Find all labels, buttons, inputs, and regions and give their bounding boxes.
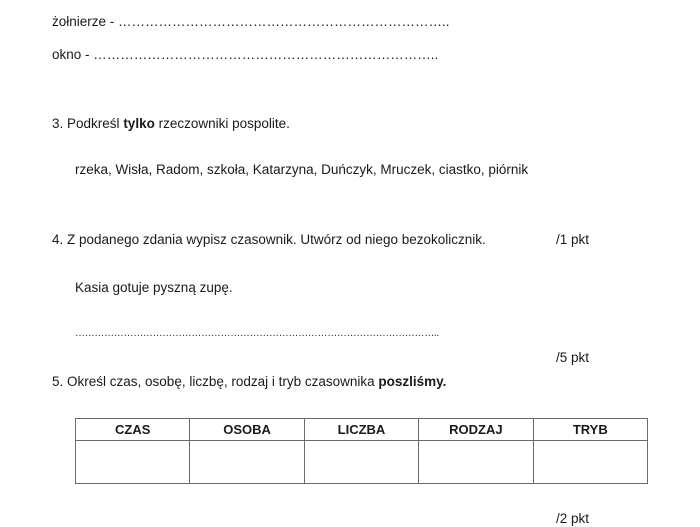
task-4-sentence: Kasia gotuje pyszną zupę. (75, 280, 233, 295)
next-task-points: /2 pkt (556, 511, 590, 526)
task-4-instruction (52, 232, 486, 248)
answer-cell-czas[interactable] (76, 441, 190, 484)
fill-line-zolnierze (52, 14, 450, 30)
task-3-word-list[interactable]: rzeka, Wisła, Radom, szkoła, Katarzyna, Duńczyk, Mruczek, ciastko, piórnik (75, 162, 529, 177)
column-header-osoba: OSOBA (190, 419, 304, 441)
instruction-text: Określ czas, osobę, liczbę, rodzaj i tryb czasownika (67, 374, 379, 389)
fill-line-word: okno - (52, 47, 94, 62)
fill-line-dots[interactable]: ……………………………………………………………….. (118, 14, 450, 29)
instruction-bold: tylko (123, 116, 155, 131)
column-header-rodzaj: RODZAJ (419, 419, 533, 441)
instruction-text: rzeczowniki pospolite. (154, 116, 290, 131)
fill-line-okno (52, 47, 438, 63)
task-4-answer-line[interactable]: ………………………………………………………………………………………………….. (75, 328, 439, 339)
task-number: 4. (52, 232, 64, 247)
task-number: 5. (52, 374, 64, 389)
table-row (76, 441, 648, 484)
task-5-instruction (52, 374, 446, 390)
instruction-text: Podkreśl (67, 116, 124, 131)
answer-cell-liczba[interactable] (304, 441, 418, 484)
table-header-row (76, 419, 648, 441)
task-5-points: /5 pkt (556, 350, 590, 365)
task-4-points: /1 pkt (556, 232, 590, 247)
task-3-instruction (52, 116, 290, 132)
column-header-czas: CZAS (76, 419, 190, 441)
fill-line-word: żołnierze - (52, 14, 119, 29)
task-number: 3. (52, 116, 64, 131)
answer-cell-tryb[interactable] (533, 441, 647, 484)
column-header-tryb: TRYB (533, 419, 647, 441)
answer-cell-osoba[interactable] (190, 441, 304, 484)
column-header-liczba: LICZBA (304, 419, 418, 441)
instruction-text: Z podanego zdania wypisz czasownik. Utwórz od niego bezokolicznik. (67, 232, 486, 247)
instruction-bold: poszliśmy. (378, 374, 447, 389)
verb-analysis-table (75, 418, 648, 484)
fill-line-dots[interactable]: ………………………………………………………………….. (93, 47, 439, 62)
answer-cell-rodzaj[interactable] (419, 441, 533, 484)
